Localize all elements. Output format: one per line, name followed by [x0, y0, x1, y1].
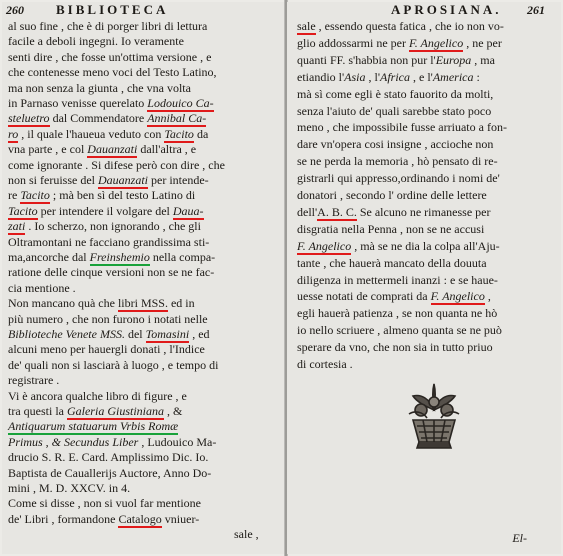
text-run: ma,ancorche dal [8, 250, 90, 264]
text-run: , [484, 289, 491, 304]
underlined-work: Freinshemio [89, 250, 150, 264]
text-run: gistrarli qui appresso,ordinando i nomi de' [297, 171, 500, 186]
text-run: drucio S. R. E. Card. Amplissimo Dic. Io. [8, 450, 209, 465]
text-line [297, 18, 504, 35]
text-run: mini , M. D. XXCV. in 4. [8, 481, 131, 495]
text-run: dare vn'opera cosi insigne , accioche non [297, 137, 494, 152]
text-run: : [473, 69, 480, 84]
text-line [297, 52, 495, 69]
text-run: Come si disse , non si vuol far mentione [8, 496, 201, 511]
underlined-name: Tomasini [145, 327, 190, 341]
right-page-number: 261 [527, 3, 545, 17]
text-run: facile a deboli ingegni. Io veramente [8, 34, 184, 49]
underlined-name: A. B. C. [317, 204, 357, 219]
text-run: quanti FF. s'habbia non pur l' [297, 52, 436, 67]
text-run: , il quale l'haueua veduto con [18, 126, 165, 141]
text-run: di cortesia . [297, 357, 353, 371]
text-run: dall'altra , e [137, 142, 197, 157]
text-line [297, 119, 507, 136]
text-run: diligenza in mettermeli inanzi : e se haue- [297, 272, 498, 287]
text-run: mà sì come egli è stato fauorito da molti, [297, 86, 494, 101]
underlined-name: sale [297, 19, 316, 33]
text-line [297, 170, 500, 187]
text-line [297, 187, 487, 204]
underlined-name: steluetro [8, 111, 50, 126]
text-run: tante , che hauerà mancato della douuta [297, 255, 487, 270]
text-run: , & [164, 404, 183, 418]
text-line [234, 526, 259, 543]
text-run: nella compa- [149, 250, 216, 264]
text-run: per intendere il volgare del [37, 203, 173, 218]
text-run: dal Commendatore [49, 111, 148, 126]
text-run: più numero , che non furono i notati nelle [8, 311, 208, 326]
text-run: , l' [365, 69, 380, 84]
text-run: Africa [380, 69, 410, 84]
text-run: re [8, 188, 21, 203]
text-run: non si feruisse del [8, 173, 98, 187]
text-run: sperare da vno, che non sia in tutto priuo [297, 340, 493, 355]
text-run: cia mentione . [8, 280, 76, 295]
underlined-name: Tacito [8, 203, 38, 218]
underlined-name: Catalogo [118, 511, 162, 526]
left-running-head [2, 2, 285, 18]
text-run: se ne perda la memoria , hò pensato di re- [297, 154, 498, 169]
text-line [297, 305, 497, 322]
text-line [297, 153, 498, 170]
text-run: Primus , & Secundus Liber [8, 434, 139, 449]
underlined-work: Antiquarum statuarum Vrbis Romæ [8, 419, 179, 434]
text-run: in Parnaso venisse querelato [8, 96, 148, 110]
text-run: , Ludouico Ma- [138, 434, 217, 449]
underlined-name: Dauanzati [97, 173, 148, 187]
text-run: disgratia nella Penna , non se ne accusi [297, 221, 485, 236]
text-run: . Io scherzo, non ignorando , che gli [25, 219, 201, 234]
text-run: etiandio l' [297, 69, 345, 84]
catchword: El- [512, 531, 527, 545]
text-run: Biblioteche Venete MSS. [8, 327, 125, 341]
text-run: America [432, 69, 474, 84]
text-line [297, 356, 353, 373]
flower-basket-ornament [399, 380, 469, 452]
underlined-name: Annibal Ca- [147, 111, 207, 126]
text-run: come ignorante . Si difese però con dire , che [8, 157, 225, 172]
underlined-name: Dauanzati [87, 142, 138, 157]
text-run: donatori , secondo l' ordine delle lettere [297, 188, 487, 202]
text-line [297, 221, 484, 238]
text-run: Europa [435, 52, 472, 67]
left-page-number: 260 [6, 3, 24, 17]
underlined-name: F. Angelico [430, 289, 485, 304]
text-run: dell' [297, 204, 318, 219]
underlined-name: zati [8, 219, 26, 234]
text-run: , ed [189, 327, 210, 341]
right-running-title: APROSIANA. [391, 2, 502, 17]
underlined-name: F. Angelico [408, 35, 464, 50]
text-run: del [124, 327, 146, 341]
text-run: da [193, 126, 209, 141]
text-run: sale , [234, 527, 259, 542]
text-run: che contenesse meno voci del Testo Latino, [8, 65, 217, 80]
underlined-name: Galeria Giustiniana [66, 404, 164, 418]
right-running-head [287, 2, 561, 18]
text-run: per intende- [148, 173, 209, 187]
text-line [297, 136, 493, 153]
text-run: ; mà ben sì del testo Latino di [49, 188, 196, 203]
text-run: Se alcuno ne rimanesse per [356, 204, 491, 219]
text-run: alcuni meno per hauergli donati , l'Indice [8, 342, 205, 357]
underlined-name: Tacito [20, 188, 50, 203]
text-line [297, 238, 500, 255]
text-run: uesse notati de comprati da [297, 289, 431, 304]
text-run: tra questi la [8, 404, 67, 418]
left-running-title: BIBLIOTECA [56, 2, 169, 17]
text-run: Asia [344, 69, 366, 84]
text-run: senti dire , che fosse un'ottima versione , e [8, 49, 212, 64]
text-line [297, 322, 502, 339]
text-run: , essendo questa fatica , che io non vo- [315, 19, 504, 33]
text-run: , mà se ne dia la colpa all'Aju- [351, 238, 500, 253]
text-run: senza l'aiuto de' quali sarebbe stato poco [297, 103, 492, 118]
text-line [297, 204, 490, 221]
text-line [8, 511, 199, 528]
text-run: ma non senza la giunta , che vna volta [8, 80, 191, 95]
text-run: registrare . [8, 373, 60, 388]
text-run: Oltramontani ne facciano grandissima sti- [8, 234, 210, 249]
text-run: Baptista de Caualleriјs Auctore, Anno Do- [8, 465, 212, 480]
text-run: , e l' [410, 69, 433, 84]
text-run: ratione delle cinque versioni non se ne fac- [8, 265, 215, 280]
underlined-name: Daua- [172, 203, 204, 218]
underlined-name: Tacito [164, 126, 194, 141]
underlined-name: ro [8, 126, 19, 141]
text-line [297, 288, 491, 305]
text-line [297, 35, 502, 52]
text-line [297, 339, 493, 356]
left-page [2, 2, 285, 554]
text-run: , ma [471, 52, 495, 67]
text-run: vna parte , e col [8, 142, 88, 157]
text-run: de' Libri , formandone [8, 511, 119, 526]
text-run: de' quali non si lasciarà à luogo , e tempo di [8, 357, 219, 372]
text-line [297, 86, 493, 103]
underlined-name: libri MSS. [117, 296, 168, 311]
text-run: , ne per [463, 35, 502, 50]
text-run: glio addossarmi ne per [297, 35, 409, 50]
underlined-name: F. Angelico [297, 238, 352, 253]
text-line [297, 272, 498, 289]
underlined-name: Lodouico Ca- [147, 96, 214, 110]
text-run: egli hauerà patienza , se non quanta ne hò [297, 306, 498, 321]
text-run: meno , che impossibile fusse arriuato a fon- [297, 120, 507, 135]
text-run: Vi è ancora qualche libro di figure , e [8, 388, 187, 403]
text-line [297, 103, 491, 120]
text-line [297, 69, 480, 86]
text-run: io nello scriuere , almeno quanta se ne può [297, 323, 502, 338]
text-line [297, 255, 487, 272]
text-run: al suo fine , che è di porger libri di lettura [8, 19, 208, 33]
right-page [287, 2, 561, 554]
text-run: Non mancano quà che [8, 296, 118, 311]
text-run: vniuer- [161, 511, 200, 526]
text-run: ed in [167, 296, 195, 311]
